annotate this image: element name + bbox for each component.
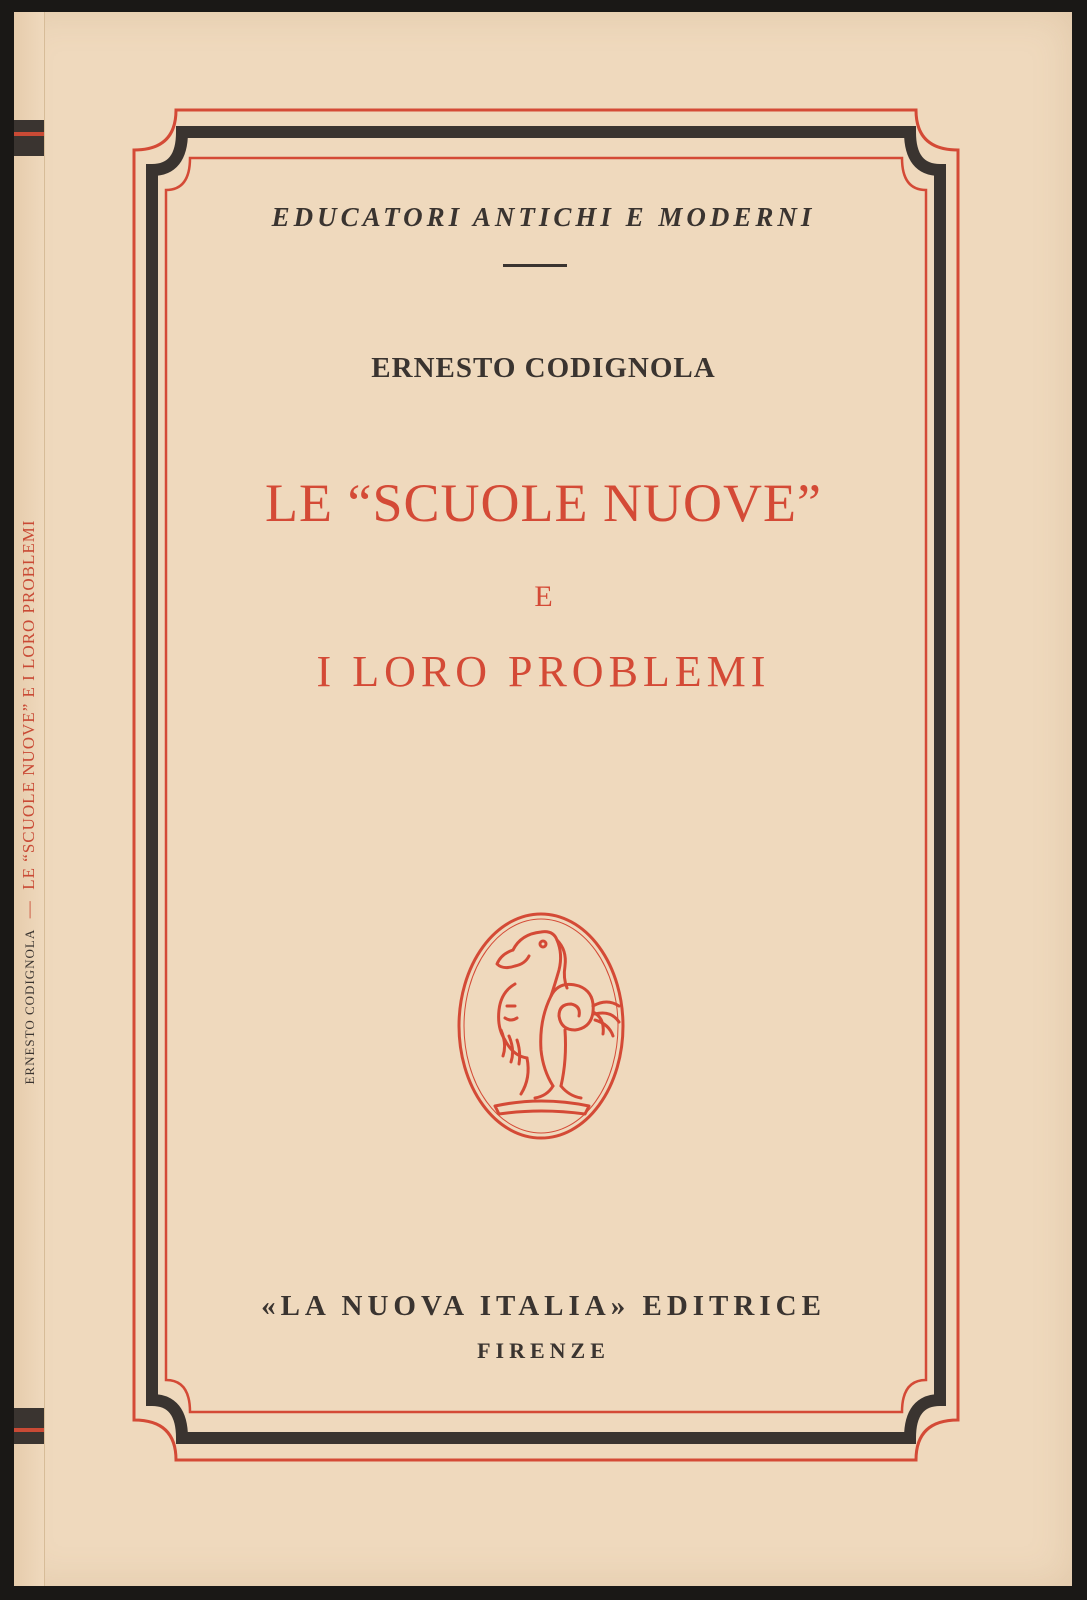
book-title-line-1: LE “SCUOLE NUOVE” [265, 473, 822, 533]
spine-author: ERNESTO CODIGNOLA [22, 928, 37, 1085]
frame-outer-red [134, 110, 958, 1460]
frame-inner-red [166, 158, 926, 1412]
divider-rule [503, 264, 567, 267]
spine-title: LE “SCUOLE NUOVE” E I LORO PROBLEMI [19, 519, 38, 890]
book-title-line-3: I LORO PROBLEMI [316, 647, 771, 696]
series-title: EDUCATORI ANTICHI E MODERNI [271, 202, 816, 232]
author-name: ERNESTO CODIGNOLA [371, 352, 716, 384]
mythical-creature-medallion-icon [455, 910, 627, 1142]
frame-dark-band [152, 132, 940, 1438]
book-title-line-2: E [534, 580, 553, 613]
publisher-name: «LA NUOVA ITALIA» EDITRICE [261, 1290, 826, 1322]
spine-text: ERNESTO CODIGNOLA — LE “SCUOLE NUOVE” E I LORO PROBLEMI [19, 519, 38, 1085]
publisher-city: FIRENZE [477, 1338, 610, 1363]
